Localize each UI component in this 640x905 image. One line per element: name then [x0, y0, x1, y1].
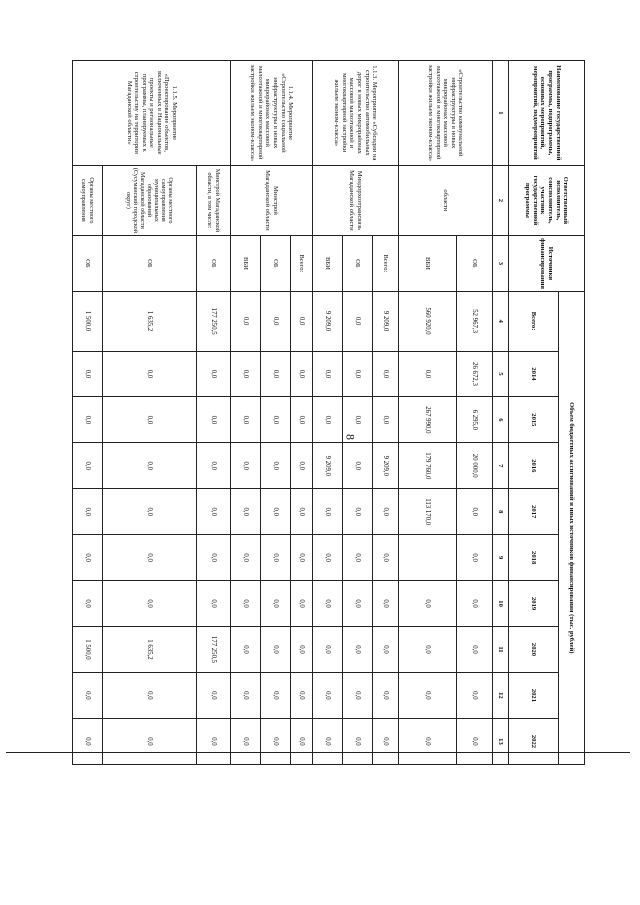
table-row — [103, 61, 197, 765]
value-cell: 9 209,0 — [373, 443, 399, 489]
value-cell: 9 209,0 — [313, 291, 343, 351]
value-cell: 113 170,0 — [399, 489, 457, 535]
row-name: 1.1.4. Мероприятие «Строительство социальной инфраструктуры в новых микрорайонах массовой малоэтажной и многоквартирной застройки жильем эконом-класса» — [231, 61, 313, 166]
value-cell: 9 209,0 — [373, 291, 399, 351]
value-cell: 0,0 — [231, 489, 261, 535]
value-cell: 0,0 — [197, 443, 231, 489]
value-cell: 0,0 — [373, 627, 399, 673]
value-cell: 0,0 — [261, 535, 291, 581]
header-year: 2014 — [509, 351, 559, 397]
value-cell: 0,0 — [457, 718, 493, 764]
value-cell: 0,0 — [399, 581, 457, 627]
value-cell: 1 500,0 — [73, 627, 103, 673]
value-cell: 0,0 — [291, 672, 313, 718]
value-cell: 0,0 — [291, 443, 313, 489]
row-name: 1.1.5. Мероприятие «Проектирование объектов, включенных в Национальные проекты и региональные программы, планируемых к строительству на территории Магаданской области» — [73, 61, 231, 166]
value-cell: 0,0 — [231, 581, 261, 627]
column-number: 8 — [493, 489, 509, 535]
value-cell: 0,0 — [313, 397, 343, 443]
value-cell: 0,0 — [343, 718, 373, 764]
value-cell: 0,0 — [313, 351, 343, 397]
value-cell: 0,0 — [231, 291, 261, 351]
value-cell: 0,0 — [373, 489, 399, 535]
column-number: 6 — [493, 397, 509, 443]
value-cell: 0,0 — [231, 627, 261, 673]
value-cell: 0,0 — [373, 535, 399, 581]
value-cell: 0,0 — [373, 351, 399, 397]
page-number: 8 — [343, 434, 358, 440]
column-number: 11 — [493, 627, 509, 673]
row-source: ОБ — [73, 236, 103, 292]
value-cell: 0,0 — [343, 535, 373, 581]
value-cell: 6 295,0 — [457, 397, 493, 443]
value-cell: 0,0 — [261, 489, 291, 535]
value-cell: 0,0 — [291, 489, 313, 535]
value-cell: 0,0 — [457, 489, 493, 535]
column-number: 4 — [493, 291, 509, 351]
value-cell: 0,0 — [313, 489, 343, 535]
header-year: 2017 — [509, 489, 559, 535]
value-cell: 0,0 — [73, 581, 103, 627]
row-source: ОБ — [261, 236, 291, 292]
value-cell: 0,0 — [103, 351, 197, 397]
value-cell: 0,0 — [231, 351, 261, 397]
header-year: 2020 — [509, 627, 559, 673]
row-source: Всего: — [373, 236, 399, 292]
table-row — [73, 61, 103, 765]
value-cell: 0,0 — [73, 535, 103, 581]
value-cell: 0,0 — [343, 351, 373, 397]
value-cell: 0,0 — [73, 351, 103, 397]
value-cell: 0,0 — [103, 581, 197, 627]
row-executor: Минстрой Магаданской области, в том числе: — [197, 165, 231, 235]
value-cell: 560 920,0 — [399, 291, 457, 351]
value-cell: 0,0 — [457, 581, 493, 627]
header-name: Наименование государственной программы, подпрограммы, основных мероприятий, мероприятий, подмероприятий — [509, 61, 585, 166]
column-number: 12 — [493, 672, 509, 718]
value-cell: 267 990,0 — [399, 397, 457, 443]
value-cell: 0,0 — [373, 397, 399, 443]
value-cell: 0,0 — [261, 443, 291, 489]
column-number: 3 — [493, 236, 509, 292]
value-cell: 0,0 — [399, 718, 457, 764]
header-volume: Объем бюджетных ассигнований и иных источников финансирования (тыс. рублей) — [559, 291, 585, 764]
value-cell: 0,0 — [73, 672, 103, 718]
row-executor: Органы местного самоуправления муниципальных образований Магаданской области (Сусуманский городской округ) — [103, 165, 197, 235]
value-cell: 0,0 — [261, 397, 291, 443]
value-cell: 0,0 — [103, 397, 197, 443]
value-cell: 0,0 — [103, 672, 197, 718]
value-cell: 0,0 — [231, 672, 261, 718]
value-cell: 0,0 — [313, 535, 343, 581]
value-cell: 0,0 — [343, 291, 373, 351]
value-cell: 0,0 — [399, 672, 457, 718]
table-row — [373, 61, 399, 765]
table-row — [291, 61, 313, 765]
value-cell: 0,0 — [313, 627, 343, 673]
row-executor: Органы местного самоуправления — [73, 165, 103, 235]
value-cell: 0,0 — [291, 535, 313, 581]
column-number: 13 — [493, 718, 509, 764]
column-number: 1 — [493, 61, 509, 166]
value-cell: 0,0 — [261, 672, 291, 718]
table-row — [457, 61, 493, 765]
value-cell: 1 500,0 — [73, 291, 103, 351]
row-source: ВБИ — [313, 236, 343, 292]
column-number: 7 — [493, 443, 509, 489]
column-number: 9 — [493, 535, 509, 581]
value-cell: 177 250,5 — [197, 627, 231, 673]
value-cell: 0,0 — [343, 581, 373, 627]
value-cell: 26 672,3 — [457, 351, 493, 397]
row-executor: области — [399, 165, 493, 235]
value-cell: 0,0 — [261, 351, 291, 397]
value-cell: 0,0 — [313, 581, 343, 627]
value-cell: 0,0 — [197, 351, 231, 397]
value-cell: 1 635,2 — [103, 291, 197, 351]
value-cell: 0,0 — [197, 581, 231, 627]
table-row — [197, 61, 231, 765]
value-cell: 177 250,5 — [197, 291, 231, 351]
row-source: Всего: — [291, 236, 313, 292]
header-year: Всего: — [509, 291, 559, 351]
value-cell: 0,0 — [231, 718, 261, 764]
header-source: Источники финансирования — [509, 236, 585, 292]
value-cell: 0,0 — [103, 489, 197, 535]
row-executor: Минстрой Магаданской области — [231, 165, 313, 235]
value-cell: 0,0 — [231, 535, 261, 581]
value-cell: 0,0 — [261, 581, 291, 627]
row-source: ОБ — [457, 236, 493, 292]
column-number: 2 — [493, 165, 509, 235]
value-cell: 0,0 — [73, 443, 103, 489]
value-cell: 1 635,2 — [103, 627, 197, 673]
value-cell: 0,0 — [197, 672, 231, 718]
row-source: ОБ — [197, 236, 231, 292]
column-number: 10 — [493, 581, 509, 627]
value-cell: 0,0 — [373, 581, 399, 627]
value-cell: 0,0 — [343, 397, 373, 443]
value-cell: 0,0 — [343, 489, 373, 535]
header-executor: Ответственный исполнитель, соисполнитель, участник государственной программы — [509, 165, 585, 235]
value-cell: 0,0 — [73, 489, 103, 535]
row-source: ОБ — [343, 236, 373, 292]
value-cell: 9 209,0 — [313, 443, 343, 489]
value-cell: 179 760,0 — [399, 443, 457, 489]
value-cell: 0,0 — [399, 627, 457, 673]
header-year: 2021 — [509, 672, 559, 718]
value-cell: 0,0 — [291, 627, 313, 673]
header-year: 2019 — [509, 581, 559, 627]
row-source: ВБИ — [231, 236, 261, 292]
value-cell: 0,0 — [197, 397, 231, 443]
value-cell: 0,0 — [291, 397, 313, 443]
value-cell: 0,0 — [373, 718, 399, 764]
value-cell: 52 967,3 — [457, 291, 493, 351]
value-cell: 0,0 — [313, 718, 343, 764]
value-cell: 0,0 — [197, 489, 231, 535]
row-executor: Миндорхозтрансвязь Магаданской области — [313, 165, 399, 235]
value-cell: 0,0 — [291, 291, 313, 351]
value-cell: 20 000,0 — [457, 443, 493, 489]
value-cell: 0,0 — [261, 627, 291, 673]
value-cell: 0,0 — [73, 397, 103, 443]
value-cell: 0,0 — [103, 443, 197, 489]
value-cell: 0,0 — [457, 672, 493, 718]
value-cell: 0,0 — [343, 627, 373, 673]
row-name: 1.1.3. Мероприятие «Субсидии на строительство автомобильных дорог в новых микрорайонах массовой малоэтажной и многоквартирной застройки жильем эконом-класса» — [313, 61, 399, 166]
value-cell: 0,0 — [103, 718, 197, 764]
value-cell: 0,0 — [261, 291, 291, 351]
value-cell: 0,0 — [73, 718, 103, 764]
row-name: «Строительство коммунальной инфраструктуры в новых микрорайонах массовой малоэтажной и многоквартирной застройки жильем эконом-класса» — [399, 61, 493, 166]
header-year: 2022 — [509, 718, 559, 764]
value-cell: 0,0 — [373, 672, 399, 718]
value-cell: 0,0 — [103, 535, 197, 581]
value-cell: 0,0 — [457, 535, 493, 581]
header-year: 2016 — [509, 443, 559, 489]
value-cell: 0,0 — [313, 672, 343, 718]
value-cell: 0,0 — [399, 351, 457, 397]
value-cell: 0,0 — [291, 718, 313, 764]
header-year: 2015 — [509, 397, 559, 443]
row-source: ОБ — [103, 236, 197, 292]
value-cell: 0,0 — [343, 672, 373, 718]
row-source: ВБИ — [399, 236, 457, 292]
value-cell — [399, 535, 457, 581]
value-cell: 0,0 — [197, 535, 231, 581]
value-cell: 0,0 — [343, 443, 373, 489]
value-cell: 0,0 — [261, 718, 291, 764]
value-cell: 0,0 — [231, 397, 261, 443]
value-cell: 0,0 — [197, 718, 231, 764]
header-year: 2018 — [509, 535, 559, 581]
value-cell: 0,0 — [457, 627, 493, 673]
rotated-table-container — [55, 60, 585, 765]
value-cell: 0,0 — [231, 443, 261, 489]
financing-table — [72, 60, 585, 765]
value-cell: 0,0 — [291, 581, 313, 627]
value-cell: 0,0 — [291, 351, 313, 397]
column-number: 5 — [493, 351, 509, 397]
